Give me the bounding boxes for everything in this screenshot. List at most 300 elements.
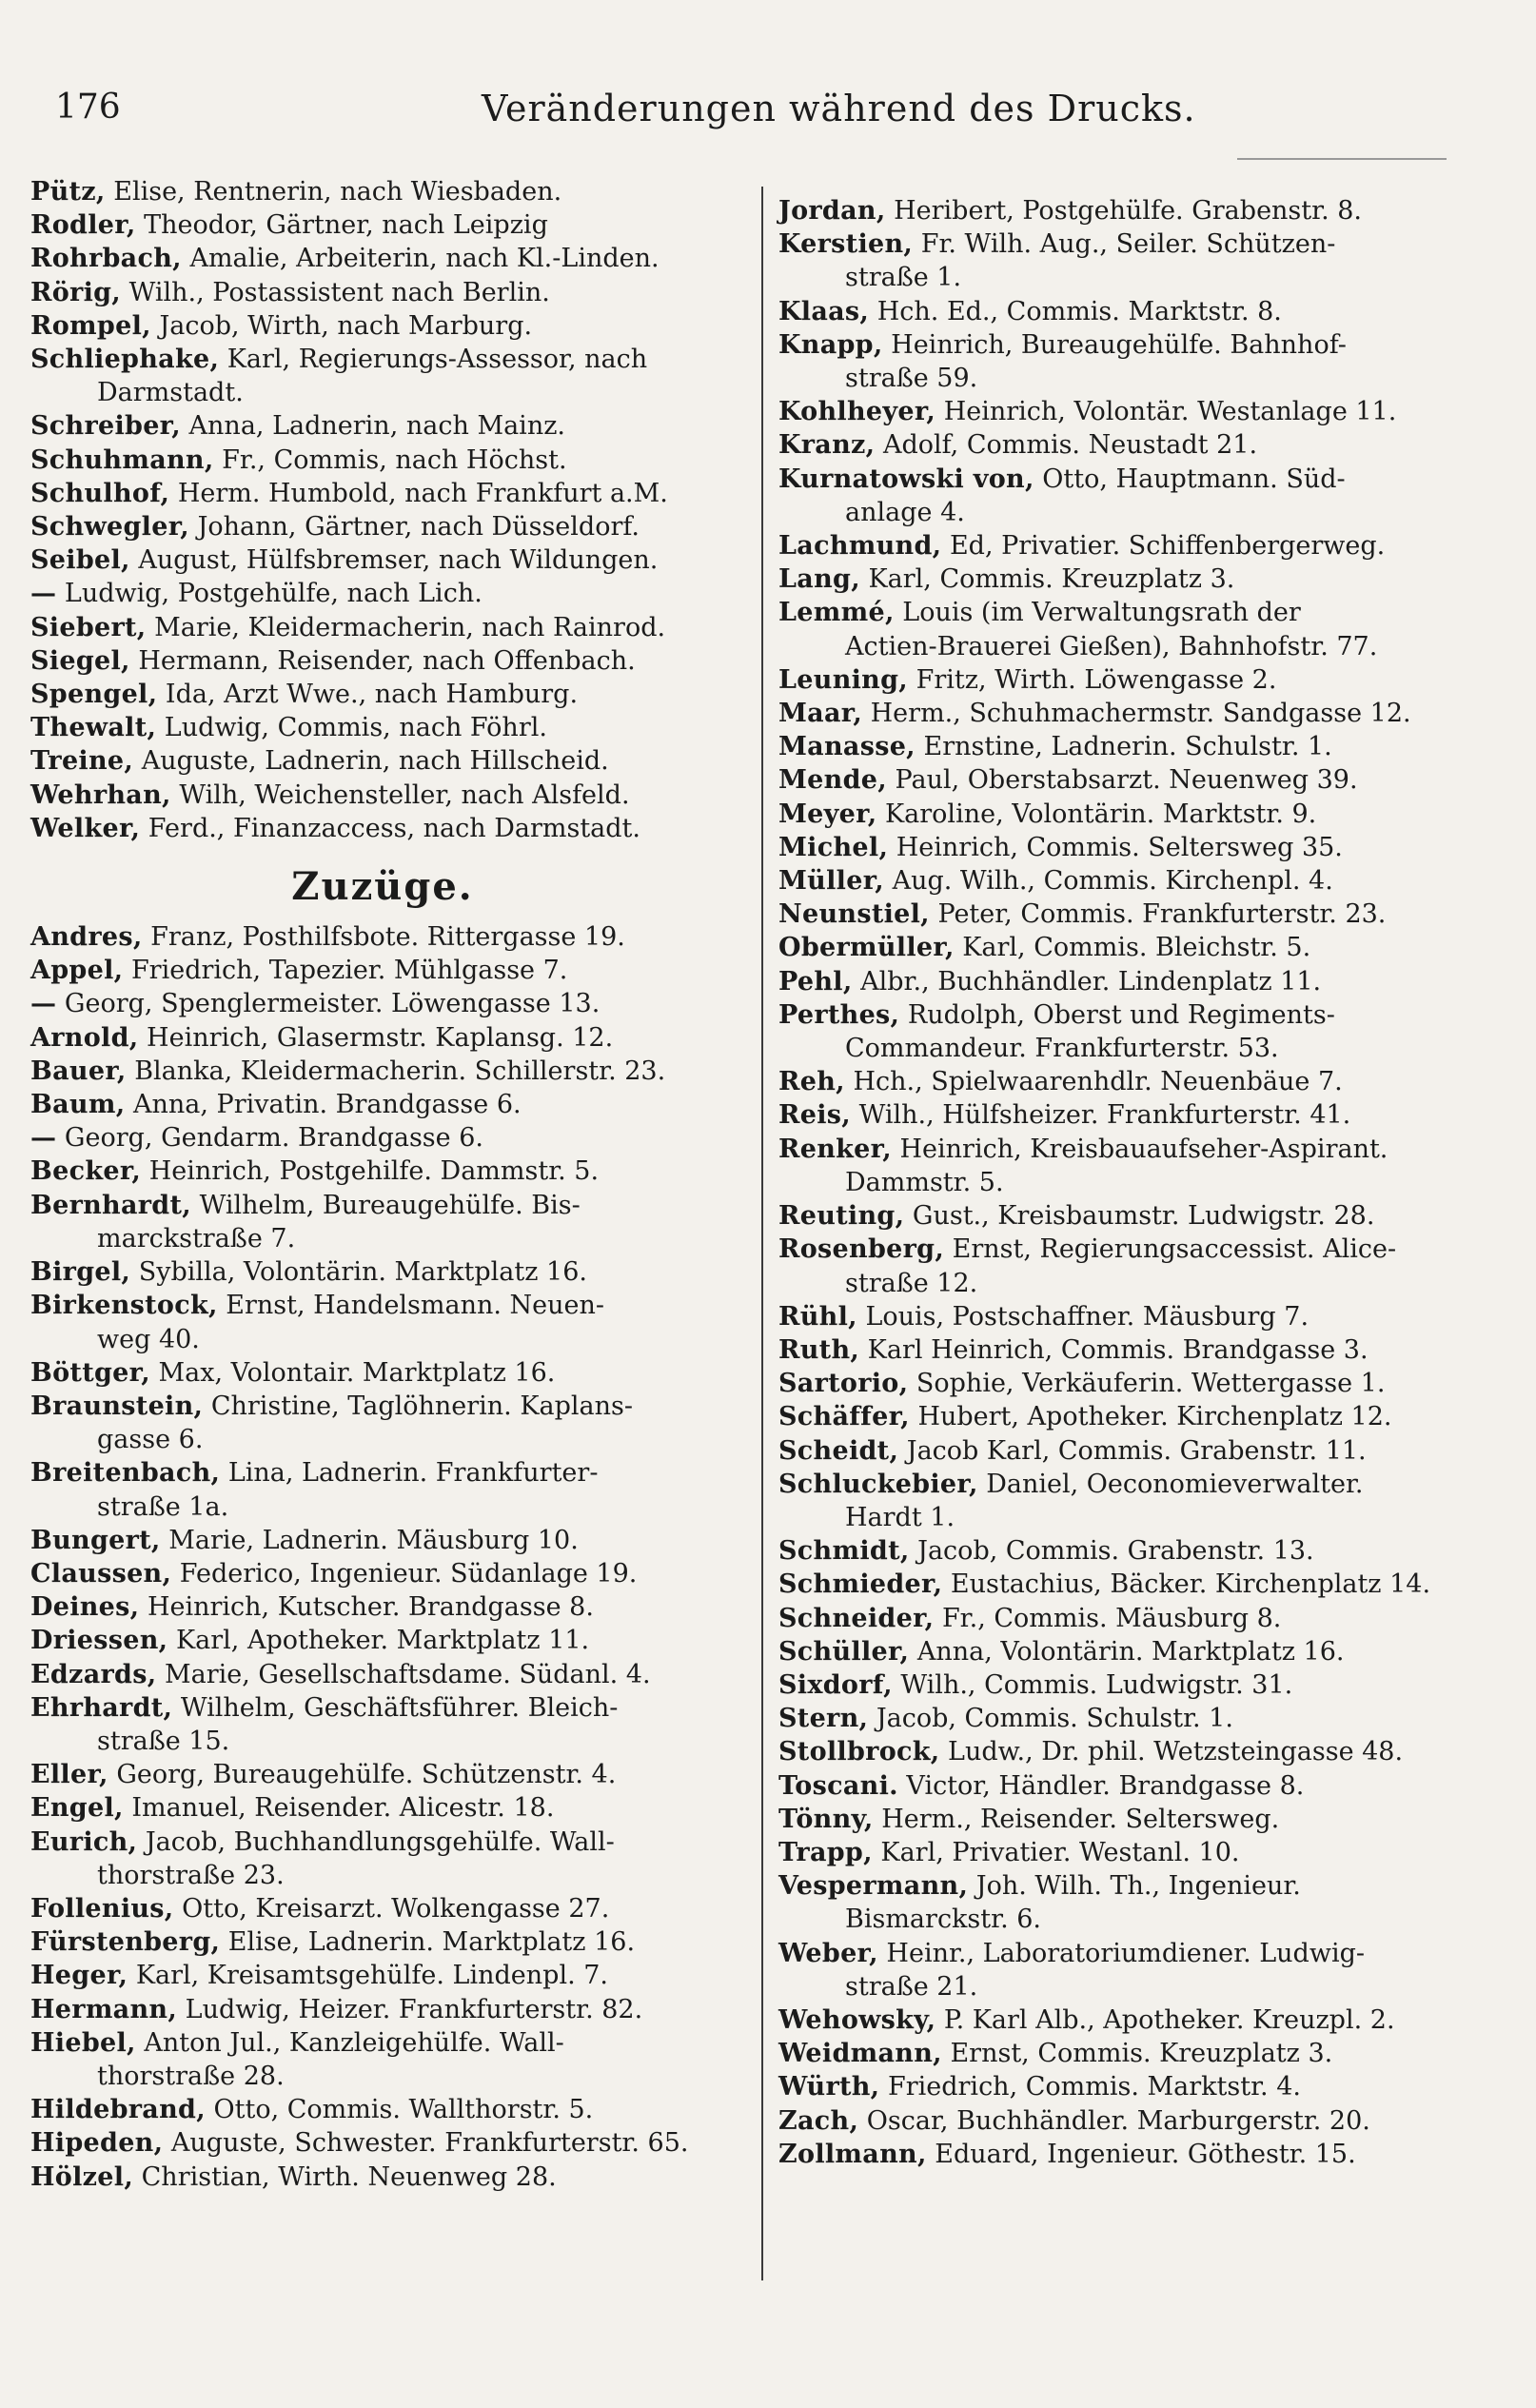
list-item	[778, 831, 1502, 864]
entry-name: Rühl,	[778, 1301, 857, 1332]
entry-continuation: straße 21.	[845, 1971, 978, 2002]
entry-name: Ehrhardt,	[30, 1692, 173, 1723]
entry-name: —	[30, 989, 57, 1019]
entry-details: Federico, Ingenieur. Südanlage 19.	[179, 1558, 638, 1589]
entry-details: P. Karl Alb., Apotheker. Kreuzpl. 2.	[943, 2004, 1395, 2035]
entry-details: Marie, Kleidermacherin, nach Rainrod.	[154, 612, 666, 642]
list-item	[30, 678, 735, 711]
entry-details: Albr., Buchhändler. Lindenplatz 11.	[860, 966, 1322, 997]
list-item	[778, 2037, 1502, 2070]
entry-details: Ludwig, Postgehülfe, nach Lich.	[64, 579, 482, 609]
list-item	[778, 328, 1502, 395]
entry-name: Tönny,	[778, 1804, 874, 1834]
entry-details: Adolf, Commis. Neustadt 21.	[882, 430, 1258, 461]
list-item	[30, 1189, 735, 1255]
entry-continuation: Commandeur. Frankfurterstr. 53.	[845, 1034, 1279, 1064]
list-item	[30, 779, 735, 812]
entry-details: Joh. Wilh. Th., Ingenieur.	[975, 1871, 1301, 1902]
list-item	[778, 194, 1502, 227]
list-item	[30, 2161, 735, 2194]
entry-details: Heinrich, Postgehilfe. Dammstr. 5.	[148, 1156, 600, 1187]
entry-continuation: Actien-Brauerei Gießen), Bahnhofstr. 77.	[845, 631, 1378, 661]
list-item	[778, 730, 1502, 763]
entry-details: Gust., Kreisbaumstr. Ludwigstr. 28.	[912, 1201, 1375, 1232]
entry-details: Ludw., Dr. phil. Wetzsteingasse 48.	[948, 1737, 1404, 1767]
entry-name: Kerstien,	[778, 229, 914, 260]
entry-details: Marie, Gesellschaftsdame. Südanl. 4.	[164, 1659, 651, 1689]
list-item	[30, 711, 735, 744]
entry-name: Obermüller,	[778, 933, 955, 963]
entry-details: Sophie, Verkäuferin. Wettergasse 1.	[916, 1369, 1386, 1399]
entry-name: Andres,	[30, 922, 143, 953]
entry-details: Ed, Privatier. Schiffenbergerweg.	[949, 531, 1386, 562]
entry-details: Fr., Commis, nach Höchst.	[222, 444, 567, 475]
entry-details: Heinrich, Kreisbauaufseher-Aspirant.	[899, 1134, 1388, 1164]
entry-details: Ernst, Handelsmann. Neuen-	[226, 1291, 605, 1321]
entry-details: Imanuel, Reisender. Alicestr. 18.	[131, 1793, 555, 1824]
entry-name: Rompel,	[30, 310, 151, 341]
list-item	[778, 864, 1502, 898]
list-item	[778, 1098, 1502, 1132]
list-item	[30, 1456, 735, 1523]
entry-name: Hölzel,	[30, 2161, 134, 2192]
entry-name: Rohrbach,	[30, 244, 182, 274]
list-item	[778, 965, 1502, 998]
entry-name: —	[30, 579, 57, 609]
entry-name: Welker,	[30, 813, 141, 843]
entry-details: Ernst, Commis. Kreuzplatz 3.	[950, 2039, 1333, 2069]
entry-name: Driessen,	[30, 1626, 168, 1656]
entry-name: Lachmund,	[778, 531, 942, 562]
entry-name: Kurnatowski von,	[778, 464, 1034, 494]
entry-name: Siegel,	[30, 645, 130, 676]
entry-details: Paul, Oberstabsarzt. Neuenweg 39.	[895, 765, 1358, 796]
entry-details: Georg, Spenglermeister. Löwengasse 13.	[64, 989, 601, 1019]
entry-name: Toscani.	[778, 1770, 898, 1801]
list-item	[30, 1021, 735, 1055]
list-item	[778, 998, 1502, 1065]
entry-name: Eurich,	[30, 1826, 138, 1857]
entry-name: Klaas,	[778, 296, 870, 326]
entry-details: Georg, Gendarm. Brandgasse 6.	[64, 1123, 483, 1154]
list-item	[778, 529, 1502, 563]
entry-name: Bernhardt,	[30, 1190, 191, 1220]
arrivals-list-right	[778, 194, 1502, 2171]
entry-name: Fürstenberg,	[30, 1927, 221, 1958]
entry-details: Hermann, Reisender, nach Offenbach.	[138, 645, 636, 676]
entry-name: Schreiber,	[30, 411, 181, 442]
entry-details: Hubert, Apotheker. Kirchenplatz 12.	[917, 1402, 1392, 1432]
entry-details: Louis, Postschaffner. Mäusburg 7.	[865, 1301, 1310, 1332]
entry-continuation: Bismarckstr. 6.	[845, 1905, 1041, 1935]
list-item	[778, 1133, 1502, 1199]
list-item	[778, 1534, 1502, 1568]
entry-name: Baum,	[30, 1090, 126, 1120]
entry-details: Heinrich, Volontär. Westanlage 11.	[943, 397, 1397, 427]
entry-name: Pütz,	[30, 177, 106, 207]
entry-details: Peter, Commis. Frankfurterstr. 23.	[937, 899, 1387, 930]
departures-list	[30, 175, 735, 845]
entry-name: Renker,	[778, 1134, 892, 1164]
list-item	[30, 744, 735, 778]
entry-details: Max, Volontair. Marktplatz 16.	[158, 1357, 556, 1388]
entry-details: Louis (im Verwaltungsrath der	[902, 598, 1301, 628]
list-item	[30, 208, 735, 242]
entry-name: Schluckebier,	[778, 1469, 978, 1499]
list-item	[778, 1803, 1502, 1836]
entry-name: Reuting,	[778, 1201, 905, 1232]
entry-name: Vespermann,	[778, 1871, 969, 1902]
entry-details: Herm., Reisender. Seltersweg.	[881, 1804, 1280, 1834]
entry-name: Wehowsky,	[778, 2004, 936, 2035]
entry-name: Hiebel,	[30, 2027, 136, 2058]
section-heading-zuzuege: Zuzüge.	[291, 864, 474, 910]
entry-details: Wilh., Hülfsheizer. Frankfurterstr. 41.	[858, 1100, 1351, 1131]
entry-name: Bungert,	[30, 1525, 161, 1555]
list-item	[30, 2126, 735, 2160]
list-item	[778, 227, 1502, 294]
list-item	[778, 2104, 1502, 2138]
entry-name: Treine,	[30, 746, 134, 777]
entry-name: Weidmann,	[778, 2039, 942, 2069]
entry-details: Herm. Humbold, nach Frankfurt a.M.	[177, 478, 668, 508]
entry-continuation: Darmstadt.	[97, 378, 244, 408]
list-item	[30, 1691, 735, 1758]
list-item	[30, 1993, 735, 2026]
entry-details: Karl, Apotheker. Marktplatz 11.	[175, 1626, 590, 1656]
list-item	[30, 1055, 735, 1088]
list-item	[778, 1635, 1502, 1668]
list-item	[778, 1602, 1502, 1635]
entry-name: Scheidt,	[778, 1435, 899, 1466]
entry-name: Würth,	[778, 2072, 880, 2102]
entry-name: Braunstein,	[30, 1391, 204, 1421]
list-item	[778, 1333, 1502, 1367]
entry-details: Fr. Wilh. Aug., Seiler. Schützen-	[920, 229, 1336, 260]
entry-details: Ida, Arzt Wwe., nach Hamburg.	[165, 680, 579, 710]
list-item	[30, 954, 735, 987]
entry-details: Fritz, Wirth. Löwengasse 2.	[916, 664, 1277, 695]
entry-details: Anton Jul., Kanzleigehülfe. Wall-	[144, 2027, 564, 2058]
column-divider	[761, 187, 763, 2280]
list-item	[30, 1557, 735, 1590]
entry-details: Wilhelm, Geschäftsführer. Bleich-	[180, 1692, 619, 1723]
entry-details: Karl, Kreisamtsgehülfe. Lindenpl. 7.	[135, 1961, 609, 1991]
entry-name: Breitenbach,	[30, 1458, 221, 1489]
list-item	[30, 175, 735, 208]
right-column	[778, 194, 1502, 2171]
list-item	[778, 1300, 1502, 1333]
list-item	[778, 1702, 1502, 1735]
entry-name: Knapp,	[778, 329, 883, 360]
entry-name: Schäffer,	[778, 1402, 910, 1432]
entry-details: Friedrich, Commis. Marktstr. 4.	[887, 2072, 1301, 2102]
list-item	[30, 1624, 735, 1657]
list-item	[30, 309, 735, 343]
entry-name: Lang,	[778, 564, 860, 595]
entry-name: Thewalt,	[30, 713, 157, 743]
entry-details: Karoline, Volontärin. Marktstr. 9.	[885, 799, 1317, 829]
entry-name: Schmieder,	[778, 1569, 943, 1600]
entry-details: Karl, Privatier. Westanl. 10.	[880, 1837, 1240, 1867]
entry-name: Eller,	[30, 1760, 108, 1790]
entry-details: Jacob, Wirth, nach Marburg.	[159, 310, 533, 341]
list-item	[778, 563, 1502, 596]
entry-continuation: anlage 4.	[845, 497, 965, 527]
entry-details: Franz, Posthilfsbote. Rittergasse 19.	[150, 922, 625, 953]
entry-name: Rörig,	[30, 277, 122, 307]
entry-name: Follenius,	[30, 1893, 174, 1924]
list-item	[30, 1121, 735, 1155]
list-item	[30, 543, 735, 577]
entry-details: Blanka, Kleidermacherin. Schillerstr. 23.	[134, 1056, 666, 1086]
entry-name: Schliephake,	[30, 345, 220, 375]
entry-name: Schüller,	[778, 1636, 910, 1667]
entry-name: Deines,	[30, 1592, 140, 1623]
list-item	[30, 2026, 735, 2093]
entry-continuation: gasse 6.	[97, 1425, 204, 1455]
list-item	[30, 242, 735, 275]
list-item	[30, 1289, 735, 1355]
list-item	[30, 644, 735, 678]
list-item	[778, 1836, 1502, 1869]
entry-details: Hch. Ed., Commis. Marktstr. 8.	[876, 296, 1282, 326]
entry-continuation: straße 1.	[845, 263, 962, 293]
list-item	[778, 1065, 1502, 1098]
entry-continuation: marckstraße 7.	[97, 1223, 296, 1253]
entry-details: Oscar, Buchhändler. Marburgerstr. 20.	[866, 2105, 1370, 2136]
list-item	[30, 1892, 735, 1925]
entry-name: Birkenstock,	[30, 1291, 218, 1321]
entry-name: Schuhmann,	[30, 444, 214, 475]
entry-name: Engel,	[30, 1793, 124, 1824]
entry-name: Wehrhan,	[30, 780, 171, 810]
list-item	[30, 2093, 735, 2126]
entry-name: Kohlheyer,	[778, 397, 936, 427]
list-item	[30, 510, 735, 543]
entry-name: Reis,	[778, 1100, 851, 1131]
entry-details: Anna, Privatin. Brandgasse 6.	[133, 1090, 522, 1120]
entry-details: August, Hülfsbremser, nach Wildungen.	[138, 545, 659, 576]
entry-details: Heinrich, Commis. Seltersweg 35.	[896, 832, 1343, 862]
entry-name: Pehl,	[778, 966, 853, 997]
entry-name: Heger,	[30, 1961, 128, 1991]
entry-details: Jacob, Commis. Schulstr. 1.	[876, 1704, 1233, 1734]
entry-name: Sixdorf,	[778, 1669, 893, 1700]
entry-name: Hipeden,	[30, 2128, 164, 2159]
entry-details: Christian, Wirth. Neuenweg 28.	[141, 2161, 557, 2192]
list-item	[30, 812, 735, 845]
entry-name: Seibel,	[30, 545, 130, 576]
arrivals-list-left	[30, 920, 735, 2194]
list-item	[778, 798, 1502, 831]
list-item	[778, 1233, 1502, 1299]
entry-details: Heinrich, Kutscher. Brandgasse 8.	[147, 1592, 594, 1623]
list-item	[30, 577, 735, 610]
entry-name: Ruth,	[778, 1334, 860, 1365]
list-item	[778, 697, 1502, 730]
entry-details: Marie, Ladnerin. Mäusburg 10.	[168, 1525, 579, 1555]
entry-details: Wilhelm, Bureaugehülfe. Bis-	[199, 1190, 581, 1220]
entry-details: Elise, Rentnerin, nach Wiesbaden.	[113, 177, 562, 207]
entry-continuation: straße 12.	[845, 1268, 978, 1298]
list-item	[778, 2070, 1502, 2103]
list-item	[778, 1769, 1502, 1803]
entry-name: Spengel,	[30, 680, 158, 710]
entry-name: Michel,	[778, 832, 889, 862]
entry-name: Becker,	[30, 1156, 142, 1187]
entry-details: Heinrich, Glasermstr. Kaplansg. 12.	[147, 1022, 614, 1053]
list-item	[778, 1568, 1502, 1601]
entry-name: Jordan,	[778, 196, 886, 226]
list-item	[30, 477, 735, 510]
entry-name: Leuning,	[778, 664, 908, 695]
entry-details: Jacob Karl, Commis. Grabenstr. 11.	[906, 1435, 1367, 1466]
list-item	[30, 1255, 735, 1289]
left-column	[30, 175, 735, 2194]
entry-name: Rodler,	[30, 210, 136, 241]
list-item	[778, 1468, 1502, 1534]
entry-name: Bauer,	[30, 1056, 127, 1086]
entry-details: Fr., Commis. Mäusburg 8.	[941, 1603, 1282, 1633]
list-item	[778, 1199, 1502, 1233]
list-item	[30, 1356, 735, 1390]
entry-name: Appel,	[30, 956, 124, 986]
entry-details: Theodor, Gärtner, nach Leipzig	[144, 210, 548, 241]
entry-details: Heribert, Postgehülfe. Grabenstr. 8.	[894, 196, 1363, 226]
list-item	[778, 763, 1502, 797]
entry-details: Wilh., Commis. Ludwigstr. 31.	[900, 1669, 1293, 1700]
entry-name: —	[30, 1123, 57, 1154]
entry-continuation: straße 1a.	[97, 1491, 229, 1522]
entry-details: Sybilla, Volontärin. Marktplatz 16.	[138, 1257, 587, 1288]
entry-name: Stern,	[778, 1704, 869, 1734]
entry-details: Karl, Commis. Kreuzplatz 3.	[868, 564, 1235, 595]
list-item	[30, 1925, 735, 1959]
entry-details: Lina, Ladnerin. Frankfurter-	[227, 1458, 599, 1489]
list-item	[778, 663, 1502, 697]
entry-details: Ludwig, Commis, nach Föhrl.	[164, 713, 547, 743]
entry-details: Rudolph, Oberst und Regiments-	[907, 999, 1335, 1030]
list-item	[778, 596, 1502, 662]
list-item	[30, 987, 735, 1020]
entry-details: Hch., Spielwaarenhdlr. Neuenbäue 7.	[853, 1067, 1343, 1097]
entry-name: Reh,	[778, 1067, 845, 1097]
entry-details: Daniel, Oeconomieverwalter.	[986, 1469, 1364, 1499]
entry-details: Jacob, Buchhandlungsgehülfe. Wall-	[145, 1826, 615, 1857]
entry-name: Trapp,	[778, 1837, 873, 1867]
entry-details: Aug. Wilh., Commis. Kirchenpl. 4.	[892, 866, 1333, 897]
entry-name: Siebert,	[30, 612, 147, 642]
entry-continuation: straße 15.	[97, 1726, 230, 1756]
entry-name: Meyer,	[778, 799, 877, 829]
entry-details: Victor, Händler. Brandgasse 8.	[906, 1770, 1305, 1801]
entry-name: Birgel,	[30, 1257, 131, 1288]
entry-name: Hermann,	[30, 1994, 178, 2024]
entry-details: Georg, Bureaugehülfe. Schützenstr. 4.	[116, 1760, 617, 1790]
entry-details: Johann, Gärtner, nach Düsseldorf.	[197, 512, 640, 543]
entry-name: Müller,	[778, 866, 884, 897]
entry-continuation: Dammstr. 5.	[845, 1167, 1004, 1197]
entry-name: Edzards,	[30, 1659, 157, 1689]
list-item	[778, 463, 1502, 529]
entry-details: Ferd., Finanzaccess, nach Darmstadt.	[148, 813, 640, 843]
entry-name: Arnold,	[30, 1022, 139, 1053]
entry-details: Otto, Commis. Wallthorstr. 5.	[213, 2095, 594, 2125]
entry-details: Ludwig, Heizer. Frankfurterstr. 82.	[185, 1994, 643, 2024]
list-item	[30, 1088, 735, 1121]
entry-name: Schulhof,	[30, 478, 170, 508]
entry-details: Christine, Taglöhnerin. Kaplans-	[210, 1391, 633, 1421]
entry-name: Hildebrand,	[30, 2095, 206, 2125]
entry-details: Friedrich, Tapezier. Mühlgasse 7.	[130, 956, 568, 986]
entry-details: Wilh, Weichensteller, nach Alsfeld.	[179, 780, 630, 810]
list-item	[30, 1524, 735, 1557]
entry-continuation: straße 59.	[845, 364, 978, 394]
entry-continuation: weg 40.	[97, 1324, 200, 1354]
list-item	[30, 1658, 735, 1691]
list-item	[778, 1937, 1502, 2003]
list-item	[778, 898, 1502, 931]
list-item	[778, 931, 1502, 964]
list-item	[778, 428, 1502, 462]
list-item	[30, 444, 735, 477]
entry-name: Zach,	[778, 2105, 859, 2136]
entry-details: Eduard, Ingenieur. Göthestr. 15.	[935, 2139, 1356, 2169]
entry-details: Auguste, Schwester. Frankfurterstr. 65.	[170, 2128, 689, 2159]
entry-details: Elise, Ladnerin. Marktplatz 16.	[227, 1927, 636, 1958]
entry-name: Schmidt,	[778, 1536, 910, 1567]
entry-details: Jacob, Commis. Grabenstr. 13.	[917, 1536, 1314, 1567]
entry-details: Herm., Schuhmachermstr. Sandgasse 12.	[870, 699, 1411, 729]
entry-name: Neunstiel,	[778, 899, 930, 930]
page-number: 176	[55, 88, 121, 127]
list-item	[30, 1590, 735, 1624]
list-item	[30, 1155, 735, 1188]
entry-name: Mende,	[778, 765, 887, 796]
entry-details: Otto, Hauptmann. Süd-	[1042, 464, 1346, 494]
entry-details: Ernst, Regierungsaccessist. Alice-	[952, 1234, 1397, 1265]
list-item	[778, 295, 1502, 328]
entry-details: Karl, Regierungs-Assessor, nach	[226, 345, 648, 375]
entry-details: Otto, Kreisarzt. Wolkengasse 27.	[182, 1893, 610, 1924]
entry-name: Böttger,	[30, 1357, 150, 1388]
list-item	[30, 1826, 735, 1892]
running-head-title: Veränderungen während des Drucks.	[482, 88, 1196, 129]
entry-details: Eustachius, Bäcker. Kirchenplatz 14.	[950, 1569, 1431, 1600]
list-item	[778, 1668, 1502, 1702]
entry-details: Heinr., Laboratoriumdiener. Ludwig-	[886, 1938, 1365, 1968]
list-item	[30, 343, 735, 409]
entry-details: Anna, Ladnerin, nach Mainz.	[188, 411, 566, 442]
list-item	[30, 409, 735, 443]
entry-details: Heinrich, Bureaugehülfe. Bahnhof-	[891, 329, 1347, 360]
entry-name: Claussen,	[30, 1558, 172, 1589]
entry-name: Stollbrock,	[778, 1737, 940, 1767]
entry-continuation: thorstraße 23.	[97, 1860, 285, 1890]
list-item	[778, 2003, 1502, 2037]
entry-name: Maar,	[778, 699, 863, 729]
list-item	[30, 1959, 735, 1992]
list-item	[778, 1434, 1502, 1468]
entry-details: Anna, Volontärin. Marktplatz 16.	[916, 1636, 1345, 1667]
entry-name: Sartorio,	[778, 1369, 909, 1399]
entry-continuation: Hardt 1.	[845, 1502, 955, 1532]
list-item	[30, 1758, 735, 1791]
entry-details: Wilh., Postassistent nach Berlin.	[128, 277, 550, 307]
entry-details: Karl Heinrich, Commis. Brandgasse 3.	[867, 1334, 1369, 1365]
list-item	[778, 1400, 1502, 1433]
